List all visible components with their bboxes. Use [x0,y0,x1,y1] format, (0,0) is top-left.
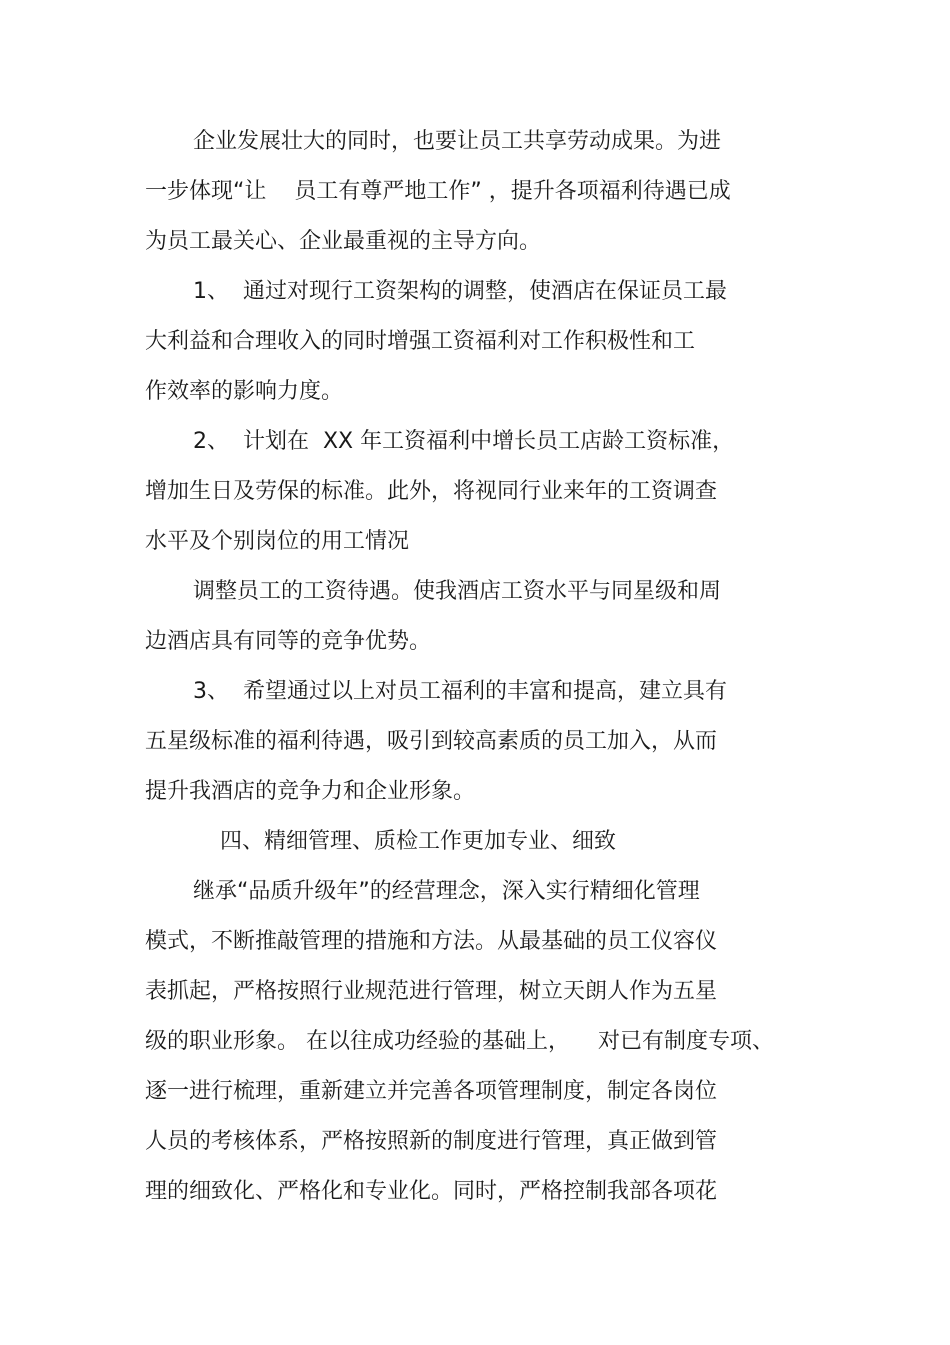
paragraph-line-20: 人员的考核体系，严格按照新的制度进行管理，真正做到管 [145,1129,718,1154]
paragraph-line-9: 水平及个别岗位的用工情况 [145,529,410,554]
paragraph-line-8: 增加生日及劳保的标准。此外，将视同行业来年的工资调查 [145,479,718,504]
paragraph-line-5: 大利益和合理收入的同时增强工资福利对工作积极性和工 [145,329,696,354]
paragraph-line-21: 理的细致化、严格化和专业化。同时，严格控制我部各项花 [145,1179,718,1204]
paragraph-line-14: 提升我酒店的竞争力和企业形象。 [145,779,476,804]
paragraph-line-6: 作效率的影响力度。 [145,379,344,404]
section-heading: 四、精细管理、质检工作更加专业、细致 [220,829,617,854]
paragraph-line-11: 边酒店具有同等的竞争优势。 [145,629,432,654]
paragraph-line-12: 3、 希望通过以上对员工福利的丰富和提高，建立具有 [193,679,727,704]
paragraph-line-3: 为员工最关心、企业最重视的主导方向。 [145,229,542,254]
paragraph-line-13: 五星级标准的福利待遇，吸引到较高素质的员工加入，从而 [145,729,718,754]
paragraph-line-18: 级的职业形象。 在以往成功经验的基础上， 对已有制度专项、 [145,1029,774,1054]
paragraph-line-17: 表抓起，严格按照行业规范进行管理，树立天朗人作为五星 [145,979,718,1004]
paragraph-line-1: 企业发展壮大的同时，也要让员工共享劳动成果。为进 [193,129,722,154]
paragraph-line-7: 2、 计划在 XX 年工资福利中增长员工店龄工资标准， [193,429,735,454]
paragraph-line-15: 继承“品质升级年”的经营理念，深入实行精细化管理 [193,879,700,904]
paragraph-line-2: 一步体现“让 员工有尊严地工作” ，提升各项福利待遇已成 [145,179,731,204]
paragraph-line-4: 1、 通过对现行工资架构的调整，使酒店在保证员工最 [193,279,727,304]
paragraph-line-16: 模式，不断推敲管理的措施和方法。从最基础的员工仪容仪 [145,929,718,954]
paragraph-line-10: 调整员工的工资待遇。使我酒店工资水平与同星级和周 [193,579,722,604]
paragraph-line-19: 逐一进行梳理，重新建立并完善各项管理制度，制定各岗位 [145,1079,718,1104]
